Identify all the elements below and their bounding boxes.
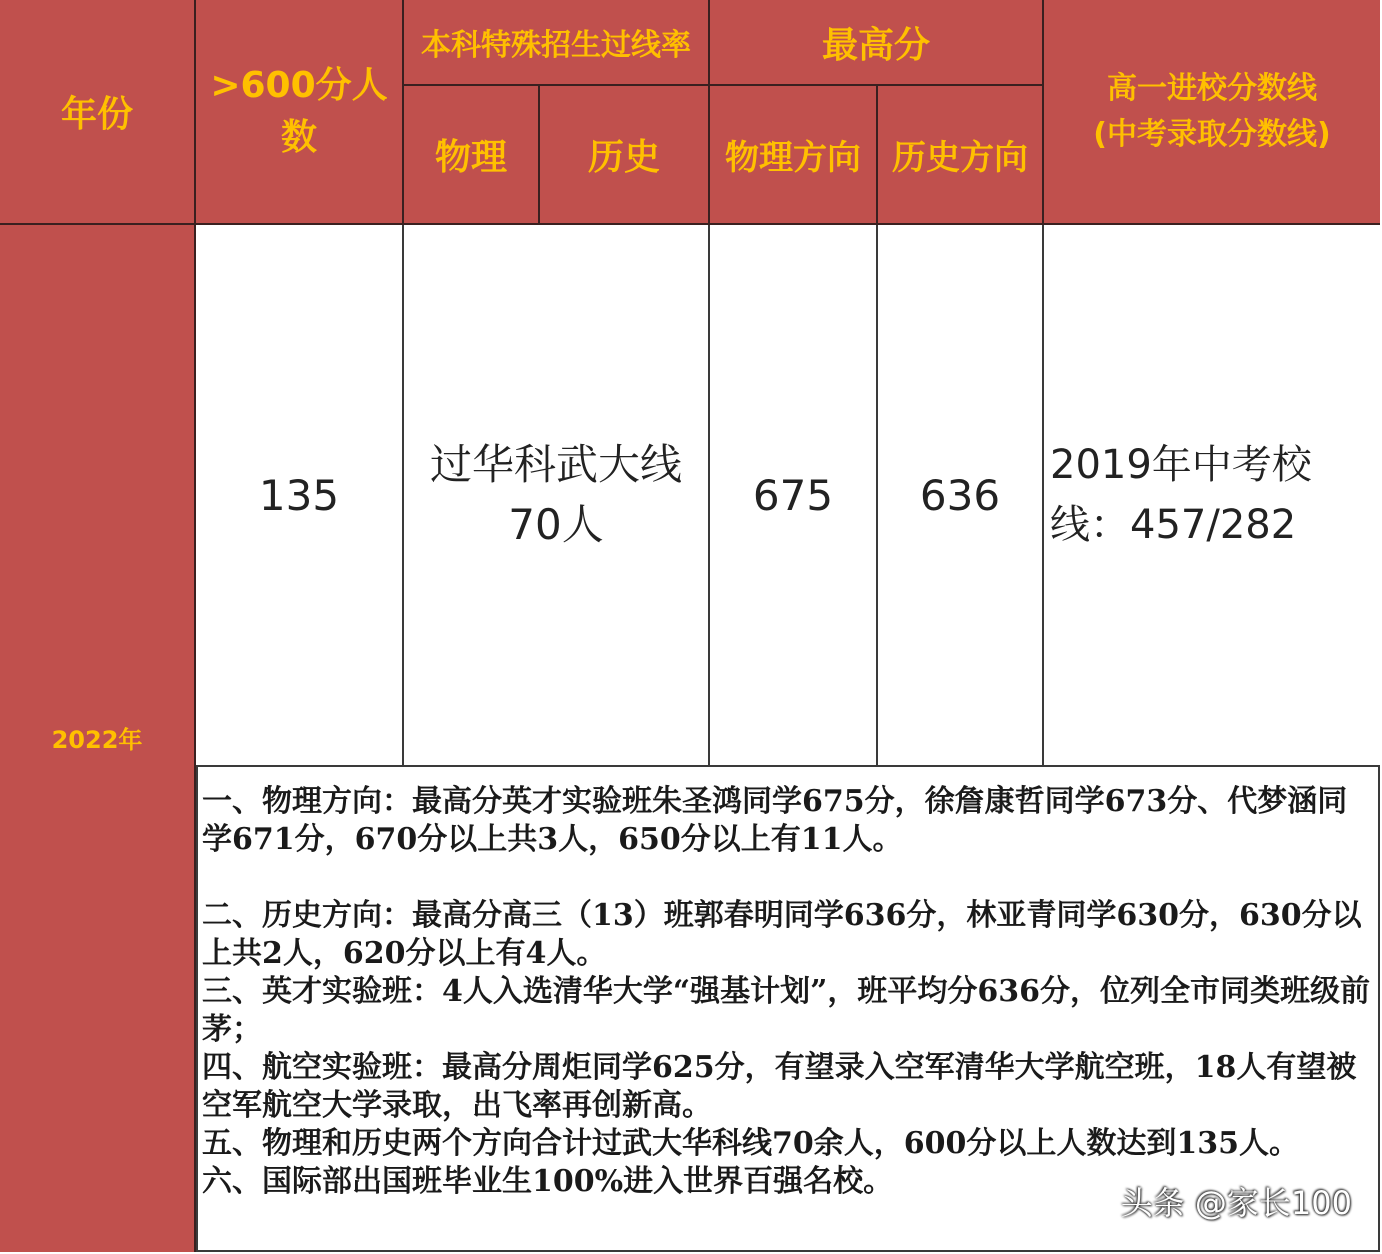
row-special-line2: 70人 <box>508 500 604 549</box>
row-year-label: 2022年 <box>51 726 143 754</box>
header-physics-direction <box>710 86 878 225</box>
header-history-label: 历史 <box>587 137 660 178</box>
header-year <box>0 0 196 225</box>
row-cutoff-line1: 2019年中考校 <box>1050 442 1312 488</box>
row-history-top-cell <box>878 225 1044 765</box>
row-cutoff-cell <box>1044 225 1380 765</box>
watermark: 头条 @家长100 <box>1120 1184 1352 1222</box>
row-cutoff-line2: 线：457/282 <box>1050 502 1297 548</box>
header-history <box>540 86 710 225</box>
header-over600-label: >600分人数 <box>210 64 388 158</box>
note-item: 五、物理和历史两个方向合计过武大华科线70余人，600分以上人数达到135人。 <box>202 1126 1299 1161</box>
header-physics-label: 物理 <box>434 137 507 178</box>
row-year-cell <box>0 225 196 1252</box>
row-over600-value: 135 <box>258 470 340 520</box>
note-item: 三、英才实验班：4人入选清华大学“强基计划”，班平均分636分，位列全市同类班级前茅； <box>202 974 1371 1047</box>
row-history-top-value: 636 <box>919 470 1001 520</box>
header-history-direction-label: 历史方向 <box>892 138 1028 178</box>
header-year-label: 年份 <box>60 94 133 135</box>
row-over600-cell <box>196 225 404 765</box>
row-special-line1: 过华科武大线 <box>429 440 682 489</box>
header-history-direction <box>878 86 1044 225</box>
note-item: 一、物理方向：最高分英才实验班朱圣鸿同学675分，徐詹康哲同学673分、代梦涵同学671分，670分以上共3人，650分以上有11人。 <box>202 784 1348 857</box>
note-item: 二、历史方向：最高分高三（13）班郭春明同学636分，林亚青同学630分，630分以上共2人，620分以上有4人。 <box>202 898 1362 971</box>
header-physics-direction-label: 物理方向 <box>725 138 861 178</box>
header-cutoff-sublabel: (中考录取分数线) <box>1093 116 1331 152</box>
row-special-cell <box>404 225 710 765</box>
note-item: 四、航空实验班：最高分周炬同学625分，有望录入空军清华大学航空班，18人有望被空军航空大学录取，出飞率再创新高。 <box>202 1050 1357 1123</box>
header-top-score-label: 最高分 <box>821 24 930 66</box>
row-physics-top-cell <box>710 225 878 765</box>
header-physics <box>404 86 540 225</box>
header-special-rate-label: 本科特殊招生过线率 <box>421 28 691 63</box>
header-top-score <box>710 0 1044 86</box>
header-over600 <box>196 0 404 225</box>
header-cutoff-label: 高一进校分数线 <box>1107 70 1317 106</box>
header-cutoff <box>1044 0 1380 225</box>
note-item: 六、国际部出国班毕业生100%进入世界百强名校。 <box>202 1164 894 1199</box>
row-physics-top-value: 675 <box>752 470 834 520</box>
header-special-rate <box>404 0 710 86</box>
